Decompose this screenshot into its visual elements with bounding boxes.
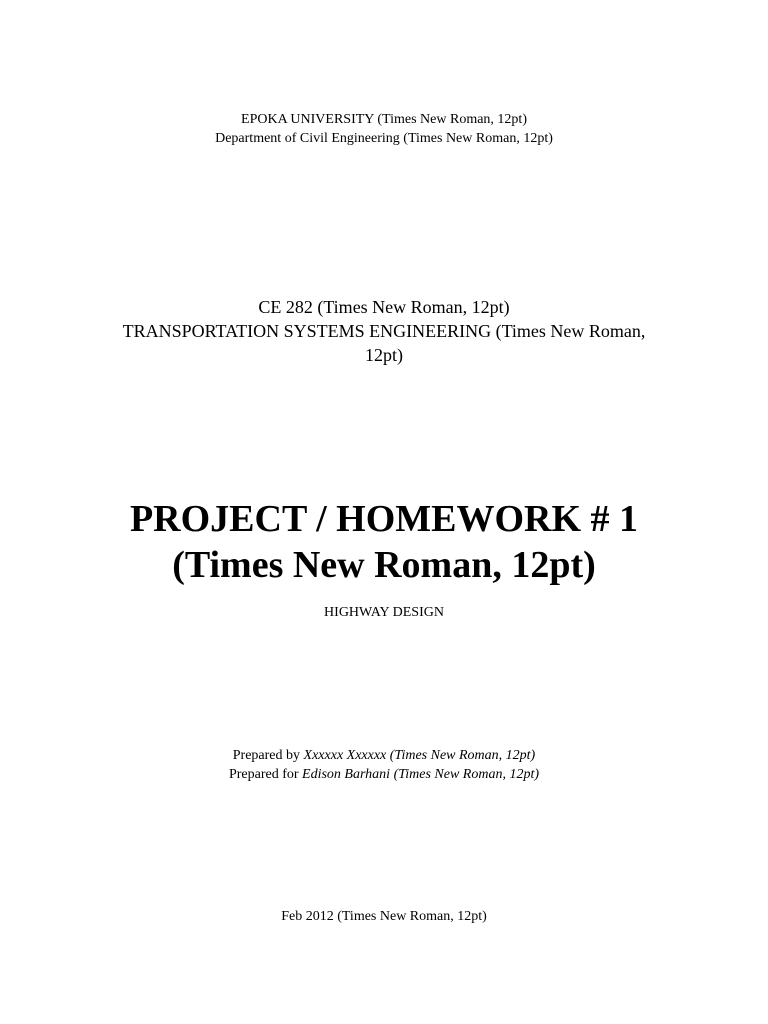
university-header [0, 110, 768, 148]
project-title-line2: (Times New Roman, 12pt) [172, 544, 596, 586]
course-code: CE 282 (Times New Roman, 12pt) [258, 297, 510, 317]
date-footer [0, 907, 768, 926]
prepared-by-label: Prepared by [232, 748, 301, 763]
project-topic-block [0, 603, 768, 622]
prepared-by-line [0, 746, 768, 765]
course-name: TRANSPORTATION SYSTEMS ENGINEERING (Times New Roman, 12pt) [122, 321, 646, 365]
university-name: EPOKA UNIVERSITY (Times New Roman, 12pt) [241, 112, 527, 127]
prepared-for-label: Prepared for [228, 767, 299, 782]
prepared-for-line [0, 765, 768, 784]
prepared-for-value: Edison Barhani (Times New Roman, 12pt) [302, 767, 540, 782]
document-date: Feb 2012 (Times New Roman, 12pt) [281, 909, 487, 924]
prepared-by-value: Xxxxxx Xxxxxx (Times New Roman, 12pt) [303, 748, 536, 763]
department-name: Department of Civil Engineering (Times New Roman, 12pt) [215, 131, 553, 146]
project-title-line1: PROJECT / HOMEWORK # 1 [129, 498, 639, 540]
project-topic: HIGHWAY DESIGN [324, 605, 444, 620]
course-info [0, 295, 768, 367]
prepared-info [0, 746, 768, 784]
project-title [0, 496, 768, 588]
